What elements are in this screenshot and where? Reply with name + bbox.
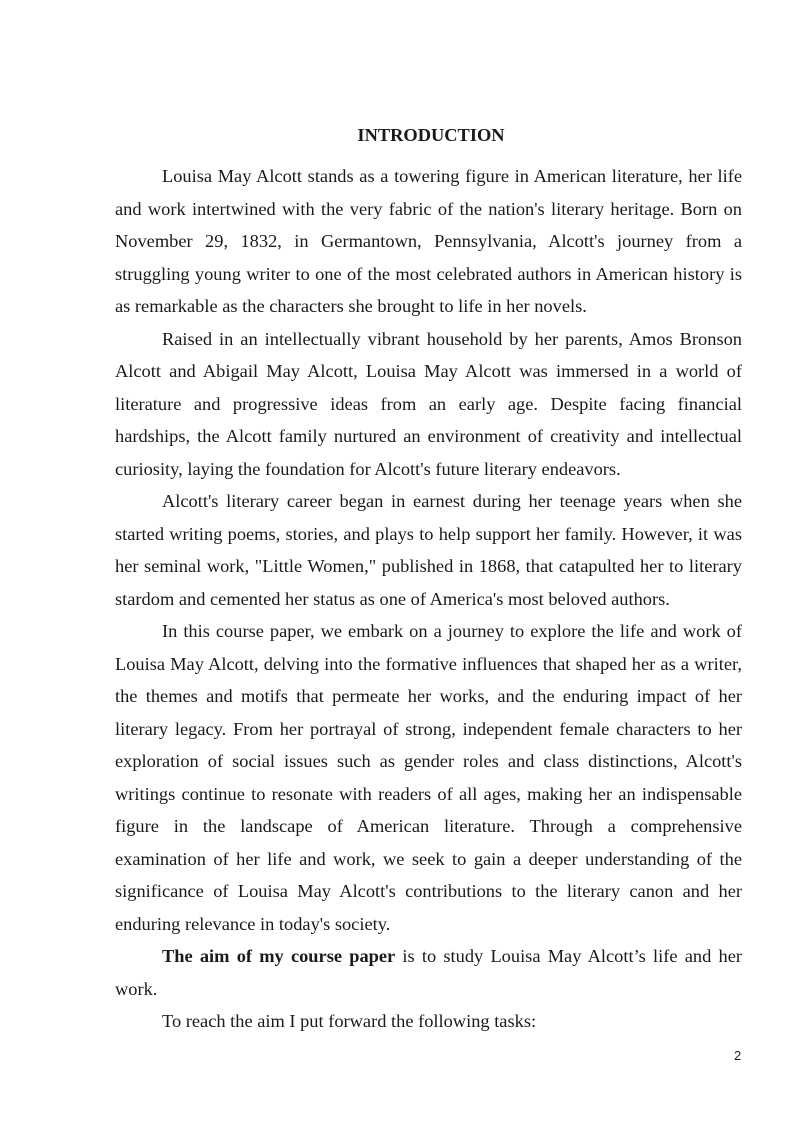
aim-text: is to study Louisa May Alcott’s life and her work.	[115, 946, 743, 999]
paragraph-3: Alcott's literary career began in earnest during her teenage years when she started writing poems, stories, and plays to help support her family. However, it was her seminal work, "Little Women," published in 1868, that catapulted her to literary stardom and cemented her status as one of America's most beloved authors.	[115, 491, 742, 609]
heading-container	[115, 124, 742, 160]
paragraph-4: In this course paper, we embark on a journey to explore the life and work of Louisa May Alcott, delving into the formative influences that shaped her as a writer, the themes and motifs that permeate her works, and the enduring impact of her literary legacy. From her portrayal of strong, independent female characters to her exploration of social issues such as gender roles and class distinctions, Alcott's writings continue to resonate with readers of all ages, making her an indispensable figure in the landscape of American literature. Through a comprehensive examination of her life and work, we seek to gain a deeper understanding of the significance of Louisa May Alcott's contributions to the literary canon and her enduring relevance in today's society.	[115, 621, 742, 934]
aim-bold-lead: The aim of my course paper	[162, 946, 396, 966]
paragraph-1: Louisa May Alcott stands as a towering figure in American literature, her life and work intertwined with the very fabric of the nation's literary heritage. Born on November 29, 1832, in Germantown, Pennsylvania, Alcott's journey from a struggling young writer to one of the most celebrated authors in American history is as remarkable as the characters she brought to life in her novels.	[115, 166, 742, 316]
document-body	[115, 124, 742, 1038]
paragraph-2: Raised in an intellectually vibrant household by her parents, Amos Bronson Alcott and Abigail May Alcott, Louisa May Alcott was immersed in a world of literature and progressive ideas from an early age. Despite facing financial hardships, the Alcott family nurtured an environment of creativity and intellectual curiosity, laying the foundation for Alcott's future literary endeavors.	[115, 328, 742, 479]
aim-paragraph	[115, 940, 742, 1005]
tasks-intro: To reach the aim I put forward the following tasks:	[162, 1011, 537, 1031]
section-heading: INTRODUCTION	[357, 125, 505, 145]
page-number: 2	[734, 1048, 742, 1063]
